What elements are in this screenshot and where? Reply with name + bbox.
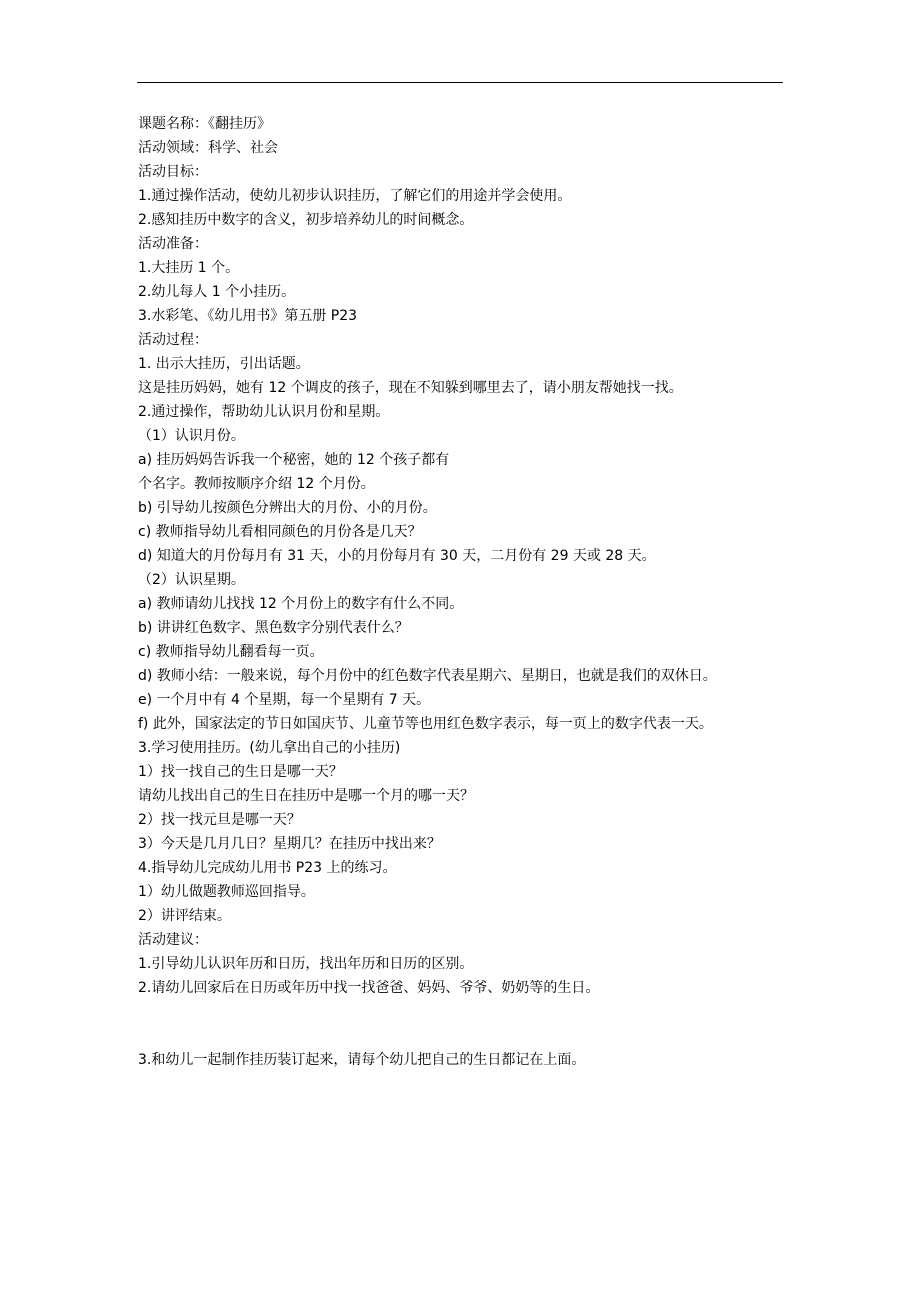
process-text: d) 知道大的月份每月有 31 天，小的月份每月有 30 天，二月份有 29 天或 28 天。: [138, 548, 656, 564]
preparation-item: 1.大挂历 1 个。: [138, 260, 240, 276]
process-text: a) 挂历妈妈告诉我一个秘密，她的 12 个孩子都有: [138, 452, 450, 468]
process-text: 2）讲评结束。: [138, 908, 231, 924]
objective-item: 2.感知挂历中数字的含义，初步培养幼儿的时间概念。: [138, 212, 474, 228]
preparation-item: 2.幼儿每人 1 个小挂历。: [138, 284, 296, 300]
process-text: c) 教师指导幼儿翻看每一页。: [138, 644, 324, 660]
preparation-heading: 活动准备：: [138, 236, 208, 252]
lesson-plan-body: [138, 112, 786, 1072]
activity-domain: 活动领域：科学、社会: [138, 140, 278, 156]
process-heading: 活动过程：: [138, 332, 208, 348]
process-text: 3）今天是几月几日？星期几？在挂历中找出来？: [138, 836, 441, 852]
suggestion-item: 2.请幼儿回家后在日历或年历中找一找爸爸、妈妈、爷爷、奶奶等的生日。: [138, 980, 600, 996]
process-text: 2）找一找元旦是哪一天？: [138, 812, 301, 828]
preparation-item: 3.水彩笔、《幼儿用书》第五册 P23: [138, 308, 358, 324]
blank-gap: [138, 1000, 786, 1048]
suggestion-item: 1.引导幼儿认识年历和日历，找出年历和日历的区别。: [138, 956, 474, 972]
process-text: 个名字。教师按顺序介绍 12 个月份。: [138, 476, 375, 492]
process-text: b) 引导幼儿按颜色分辨出大的月份、小的月份。: [138, 500, 437, 516]
process-text: f) 此外，国家法定的节日如国庆节、儿童节等也用红色数字表示，每一页上的数字代表一天。: [138, 716, 713, 732]
process-text: 请幼儿找出自己的生日在挂历中是哪一个月的哪一天？: [138, 788, 474, 804]
process-step: 1. 出示大挂历，引出话题。: [138, 356, 310, 372]
process-text: c) 教师指导幼儿看相同颜色的月份各是几天？: [138, 524, 422, 540]
process-text: e) 一个月中有 4 个星期，每一个星期有 7 天。: [138, 692, 431, 708]
process-text: a) 教师请幼儿找找 12 个月份上的数字有什么不同。: [138, 596, 464, 612]
objectives-heading: 活动目标：: [138, 164, 208, 180]
sub-heading: （1）认识月份。: [138, 428, 245, 444]
header-rule: [137, 82, 783, 83]
sub-heading: （2）认识星期。: [138, 572, 245, 588]
process-step: 3.学习使用挂历。(幼儿拿出自己的小挂历): [138, 740, 401, 756]
process-text: b) 讲讲红色数字、黑色数字分别代表什么？: [138, 620, 409, 636]
suggestion-item: 3.和幼儿一起制作挂历装订起来，请每个幼儿把自己的生日都记在上面。: [138, 1052, 586, 1068]
process-text: 1）幼儿做题教师巡回指导。: [138, 884, 315, 900]
process-text: 这是挂历妈妈，她有 12 个调皮的孩子，现在不知躲到哪里去了，请小朋友帮她找一找。: [138, 380, 683, 396]
suggestions-heading: 活动建议：: [138, 932, 208, 948]
process-step: 4.指导幼儿完成幼儿用书 P23 上的练习。: [138, 860, 397, 876]
process-text: 1）找一找自己的生日是哪一天？: [138, 764, 343, 780]
process-text: d) 教师小结：一般来说，每个月份中的红色数字代表星期六、星期日，也就是我们的双休日。: [138, 668, 717, 684]
process-step: 2.通过操作，帮助幼儿认识月份和星期。: [138, 404, 390, 420]
course-title: 课题名称：《翻挂历》: [138, 116, 271, 132]
objective-item: 1.通过操作活动，使幼儿初步认识挂历，了解它们的用途并学会使用。: [138, 188, 572, 204]
